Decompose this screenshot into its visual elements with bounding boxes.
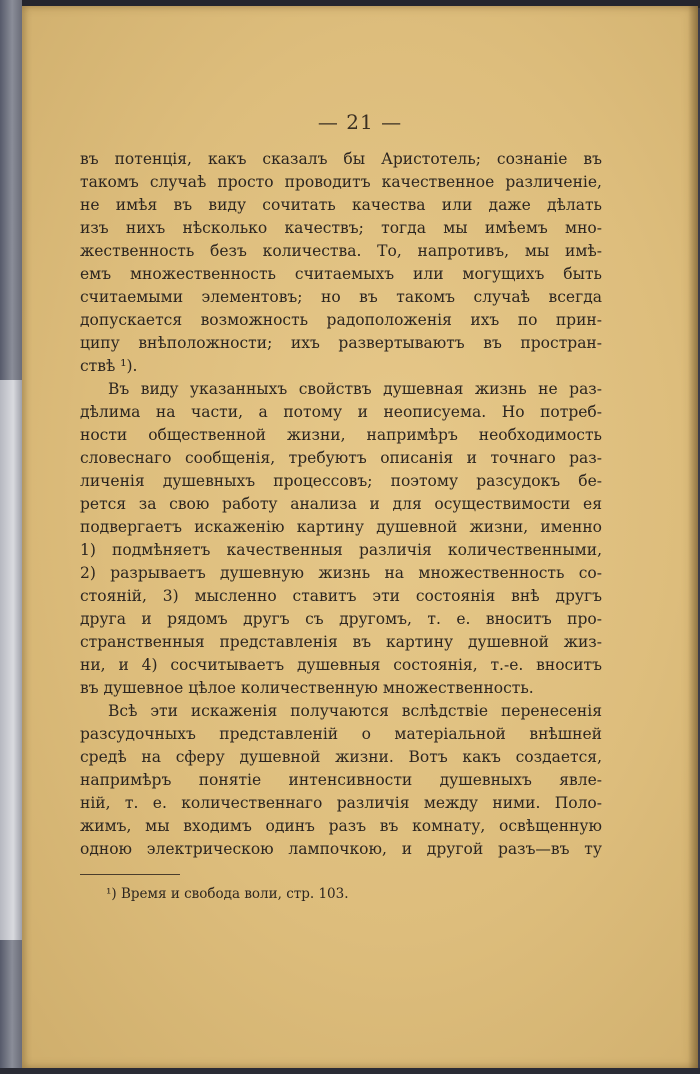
text-line: личенія душевныхъ процессовъ; поэтому разсудокъ бе- <box>80 472 602 490</box>
text-line: рется за свою работу анализа и для осуществимости ея <box>80 495 602 513</box>
text-line: напримѣръ понятіе интенсивности душевныхъ явле- <box>80 771 602 789</box>
footnote-divider <box>80 874 180 875</box>
text-line: ципу внѣположности; ихъ развертываютъ въ простран- <box>80 334 602 352</box>
body-text <box>80 148 602 861</box>
text-line: ни, и 4) сосчитываетъ душевныя состоянія, т.-е. вноситъ <box>80 656 602 674</box>
page-edge-shadow <box>688 6 698 1068</box>
text-line: емъ множественность считаемыхъ или могущихъ быть <box>80 265 602 283</box>
text-line: разсудочныхъ представленій о матеріальной внѣшней <box>80 725 602 743</box>
text-line: словеснаго сообщенія, требуютъ описанія и точнаго раз- <box>80 449 602 467</box>
book-page <box>22 6 698 1068</box>
text-line: стояній, 3) мысленно ставитъ эти состоянія внѣ другъ <box>80 587 602 605</box>
footnote: ¹) Время и свобода воли, стр. 103. <box>106 886 349 902</box>
text-line: такомъ случаѣ просто проводитъ качественное различеніе, <box>80 173 602 191</box>
text-line: ствѣ ¹). <box>80 357 138 375</box>
page-number: — 21 — <box>317 110 403 134</box>
adjacent-page-edge <box>0 380 22 940</box>
text-line: изъ нихъ нѣсколько качествъ; тогда мы имѣемъ мно- <box>80 219 602 237</box>
text-line: ній, т. е. количественнаго различія между ними. Поло- <box>80 794 602 812</box>
text-line: подвергаетъ искаженію картину душевной жизни, именно <box>80 518 602 536</box>
text-line: Всѣ эти искаженія получаются вслѣдствіе перенесенія <box>108 702 602 720</box>
text-line: жимъ, мы входимъ одинъ разъ въ комнату, освѣщенную <box>80 817 602 835</box>
scan-bottom-shadow <box>0 1068 700 1074</box>
text-line: Въ виду указанныхъ свойствъ душевная жизнь не раз- <box>108 380 602 398</box>
text-line: жественность безъ количества. То, напротивъ, мы имѣ- <box>80 242 602 260</box>
text-line: дѣлима на части, а потому и неописуема. Но потреб- <box>80 403 602 421</box>
text-line: одною электрическою лампочкою, и другой разъ—въ ту <box>80 840 602 858</box>
book-left-edge <box>0 0 22 1074</box>
text-line: въ потенція, какъ сказалъ бы Аристотель; сознаніе въ <box>80 150 602 168</box>
text-line: считаемыми элементовъ; но въ такомъ случаѣ всегда <box>80 288 602 306</box>
text-line: ности общественной жизни, напримѣръ необходимость <box>80 426 602 444</box>
text-line: друга и рядомъ другъ съ другомъ, т. е. вноситъ про- <box>80 610 602 628</box>
text-line: не имѣя въ виду сочитать качества или даже дѣлать <box>80 196 602 214</box>
text-line: странственныя представленія въ картину душевной жиз- <box>80 633 602 651</box>
text-line: средѣ на сферу душевной жизни. Вотъ какъ создается, <box>80 748 602 766</box>
text-line: 2) разрываетъ душевную жизнь на множественность со- <box>80 564 602 582</box>
text-line: въ душевное цѣлое количественную множественность. <box>80 679 534 697</box>
text-line: 1) подмѣняетъ качественныя различія количественными, <box>80 541 602 559</box>
text-line: допускается возможность радоположенія ихъ по прин- <box>80 311 602 329</box>
